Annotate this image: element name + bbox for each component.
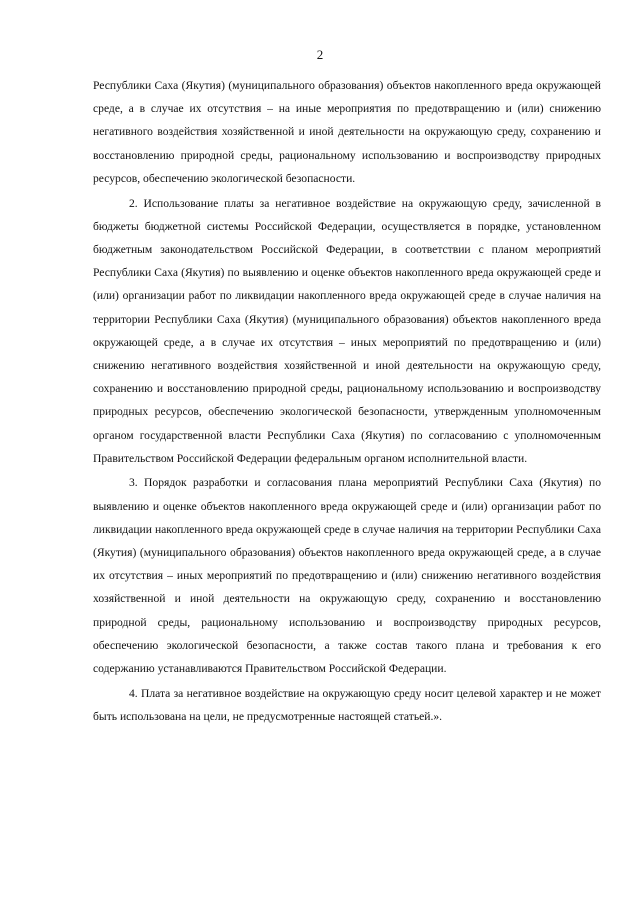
paragraph-item-3: 3. Порядок разработки и согласования плана мероприятий Республики Саха (Якутия) по выявлению и оценке объектов накопленного вреда окружающей среде и (или) организации работ по ликвидации накопленного вреда окружающей среде в случае наличия на территории Республики Саха (Якутия) (муниципального образования) объектов накопленного вреда окружающей среде, а в случае их отсутствия – иных мероприятий по предотвращению и (или) снижению негативного воздействия хозяйственной и иной деятельности на окружающую среду, сохранению и восстановлению природной среды, рациональному использованию и воспроизводству природных ресурсов, обеспечению экологической безопасности, а также состав такого плана и требования к его содержанию устанавливаются Правительством Российской Федерации. — [93, 476, 601, 676]
paragraph-item-2: 2. Использование платы за негативное воздействие на окружающую среду, зачисленной в бюджеты бюджетной системы Российской Федерации, осуществляется в порядке, установленном бюджетным законодательством Российской Федерации, в соответствии с планом мероприятий Республики Саха (Якутия) по выявлению и оценке объектов накопленного вреда окружающей среде и (или) организации работ по ликвидации накопленного вреда окружающей среде в случае наличия на территории Республики Саха (Якутия) (муниципального образования) объектов накопленного вреда окружающей среде, а в случае их отсутствия – иных мероприятий по предотвращению и (или) снижению негативного воздействия хозяйственной и иной деятельности на окружающую среду, сохранению и восстановлению природной среды, рациональному использованию и воспроизводству природных ресурсов, обеспечению экологической безопасности, утвержденным уполномоченным органом государственной власти Республики Саха (Якутия) по согласованию с уполномоченным Правительством Российской Федерации федеральным органом исполнительной власти. — [93, 196, 601, 465]
page-number: 2 — [316, 47, 324, 62]
paragraph-continuation: Республики Саха (Якутия) (муниципального образования) объектов накопленного вреда окружающей среде, а в случае их отсутствия – на иные мероприятия по предотвращению и (или) снижению негативного воздействия хозяйственной и иной деятельности на окружающую среду, сохранению и восстановлению природной среды, рациональному использованию и воспроизводству природных ресурсов, обеспечению экологической безопасности. — [93, 79, 601, 185]
document-body — [93, 74, 601, 730]
paragraph-item-4: 4. Плата за негативное воздействие на окружающую среду носит целевой характер и не может быть использована на цели, не предусмотренные настоящей статьей.». — [93, 686, 601, 723]
